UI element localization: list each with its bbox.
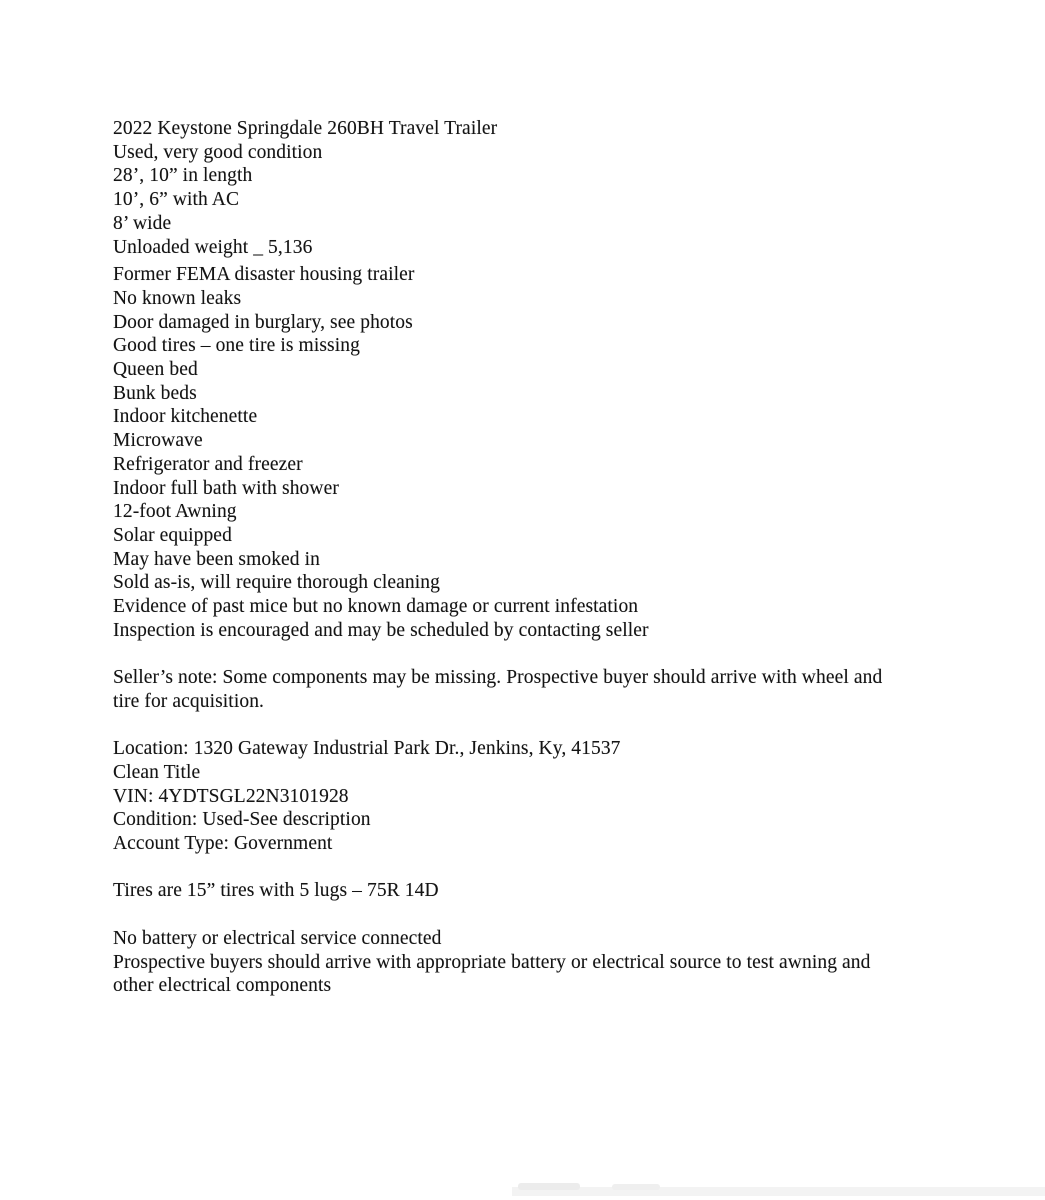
text-line: VIN: 4YDTSGL22N3101928	[113, 785, 349, 807]
text-line: Solar equipped	[113, 524, 232, 546]
text-line: Evidence of past mice but no known damage or current infestation	[113, 596, 639, 618]
paragraph-electrical-note	[113, 927, 943, 998]
text-line: Door damaged in burglary, see photos	[113, 311, 413, 333]
text-line: Bunk beds	[113, 382, 197, 404]
text-line: Inspection is encouraged and may be scheduled by contacting seller	[113, 619, 649, 641]
paragraph-features	[113, 263, 943, 642]
text-line: Queen bed	[113, 359, 198, 381]
text-line: 28’, 10” in length	[113, 165, 253, 187]
text-line: Location: 1320 Gateway Industrial Park Dr., Jenkins, Ky, 41537	[113, 738, 621, 760]
paragraph-header-specs	[113, 117, 943, 259]
text-line: Clean Title	[113, 761, 201, 783]
text-line: 10’, 6” with AC	[113, 189, 240, 211]
text-line: No battery or electrical service connected	[113, 927, 442, 949]
paragraph-listing-details	[113, 737, 943, 856]
text-line: Account Type: Government	[113, 833, 333, 855]
scan-artifact-smudge	[612, 1184, 660, 1190]
text-line: tire for acquisition.	[113, 690, 265, 712]
text-line: 12-foot Awning	[113, 501, 237, 523]
text-line: Good tires – one tire is missing	[113, 335, 360, 357]
text-line: Used, very good condition	[113, 141, 323, 163]
text-line: Sold as-is, will require thorough cleaning	[113, 572, 440, 594]
text-line: May have been smoked in	[113, 548, 320, 570]
text-line: 8’ wide	[113, 212, 172, 234]
text-line: Refrigerator and freezer	[113, 453, 303, 475]
text-line: Condition: Used-See description	[113, 809, 371, 831]
text-line: other electrical components	[113, 975, 332, 997]
paragraph-tires-spec	[113, 879, 943, 903]
text-line: Former FEMA disaster housing trailer	[113, 264, 415, 286]
text-line: Indoor kitchenette	[113, 406, 258, 428]
scan-artifact-strip	[512, 1187, 1045, 1196]
text-line: Unloaded weight _ 5,136	[113, 236, 313, 258]
text-line: Prospective buyers should arrive with appropriate battery or electrical source to test awning and	[113, 951, 871, 973]
text-line: No known leaks	[113, 287, 242, 309]
text-line: 2022 Keystone Springdale 260BH Travel Trailer	[113, 118, 498, 139]
text-line: Seller’s note: Some components may be missing. Prospective buyer should arrive with wheel and	[113, 667, 883, 689]
paragraph-sellers-note	[113, 666, 943, 713]
document-text	[113, 117, 943, 998]
text-line: Tires are 15” tires with 5 lugs – 75R 14D	[113, 880, 439, 902]
text-line: Indoor full bath with shower	[113, 477, 339, 499]
scan-artifact-smudge	[518, 1183, 580, 1190]
text-line: Microwave	[113, 430, 203, 452]
